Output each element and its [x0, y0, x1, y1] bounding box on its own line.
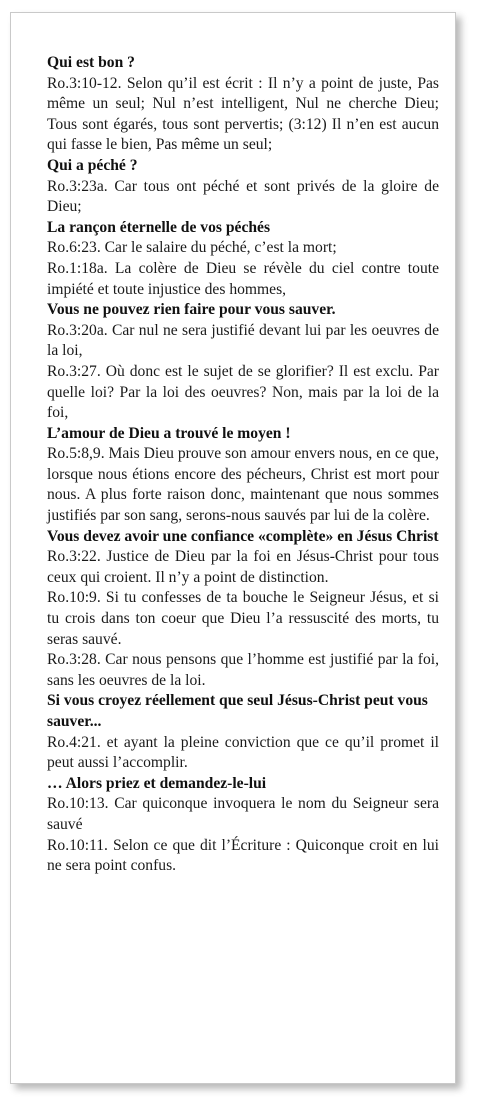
tract-card: [10, 12, 456, 1084]
verse-text: Ro.3:23a. Car tous ont péché et sont privés de la gloire de Dieu;: [47, 177, 439, 216]
section-heading: Vous devez avoir une confiance «complète» en Jésus Christ: [47, 527, 439, 545]
verse-text: Ro.4:21. et ayant la pleine conviction que ce qu’il promet il peut aussi l’accomplir.: [47, 733, 439, 772]
verse-text: Ro.10:9. Si tu confesses de ta bouche le Seigneur Jésus, et si tu crois dans ton coeur que Dieu l’a ressuscité des morts, tu seras sauvé.: [47, 589, 439, 648]
verse-text: Ro.10:13. Car quiconque invoquera le nom du Seigneur sera sauvé: [47, 795, 439, 833]
verse-text: Ro.10:11. Selon ce que dit l’Écriture : Quiconque croit en lui ne sera point confus.: [47, 836, 439, 875]
section-heading: … Alors priez et demandez-le-lui: [47, 774, 267, 792]
verse-text: Ro.3:10-12. Selon qu’il est écrit : Il n’y a point de juste, Pas même un seul; Nul n’est intelligent, Nul ne cherche Dieu; Tous sont égarés, tous sont pervertis; (3:12) Il n’en est aucun qui fasse le bien, Pas même un seul;: [47, 74, 439, 154]
verse-text: Ro.3:27. Où donc est le sujet de se glorifier? Il est exclu. Par quelle loi? Par la loi des oeuvres? Non, mais par la loi de la foi,: [47, 362, 439, 422]
verse-text: Ro.1:18a. La colère de Dieu se révèle du ciel contre toute impiété et toute injustice des hommes,: [47, 259, 439, 298]
verse-text: Ro.5:8,9. Mais Dieu prouve son amour envers nous, en ce que, lorsque nous étions encore des pécheurs, Christ est mort pour nous. A plus forte raison donc, maintenant que nous sommes justifiés par son sang, serons-nous sauvés par lui de la colère.: [47, 445, 439, 525]
section-heading: Qui est bon ?: [47, 54, 135, 71]
section-heading: La rançon éternelle de vos péchés: [47, 218, 271, 236]
verse-text: Ro.3:22. Justice de Dieu par la foi en Jésus-Christ pour tous ceux qui croient. Il n’y a point de distinction.: [47, 548, 439, 586]
verse-text: Ro.6:23. Car le salaire du péché, c’est la mort;: [47, 239, 337, 257]
section-heading: Vous ne pouvez rien faire pour vous sauver.: [47, 301, 336, 319]
tract-content: [47, 53, 439, 877]
verse-text: Ro.3:28. Car nous pensons que l’homme est justifié par la foi, sans les oeuvres de la loi.: [47, 651, 439, 689]
section-heading: Si vous croyez réellement que seul Jésus-Christ peut vous sauver...: [47, 692, 428, 730]
verse-text: Ro.3:20a. Car nul ne sera justifié devant lui par les oeuvres de la loi,: [47, 321, 439, 360]
section-heading: L’amour de Dieu a trouvé le moyen !: [47, 424, 291, 442]
section-heading: Qui a péché ?: [47, 156, 138, 174]
